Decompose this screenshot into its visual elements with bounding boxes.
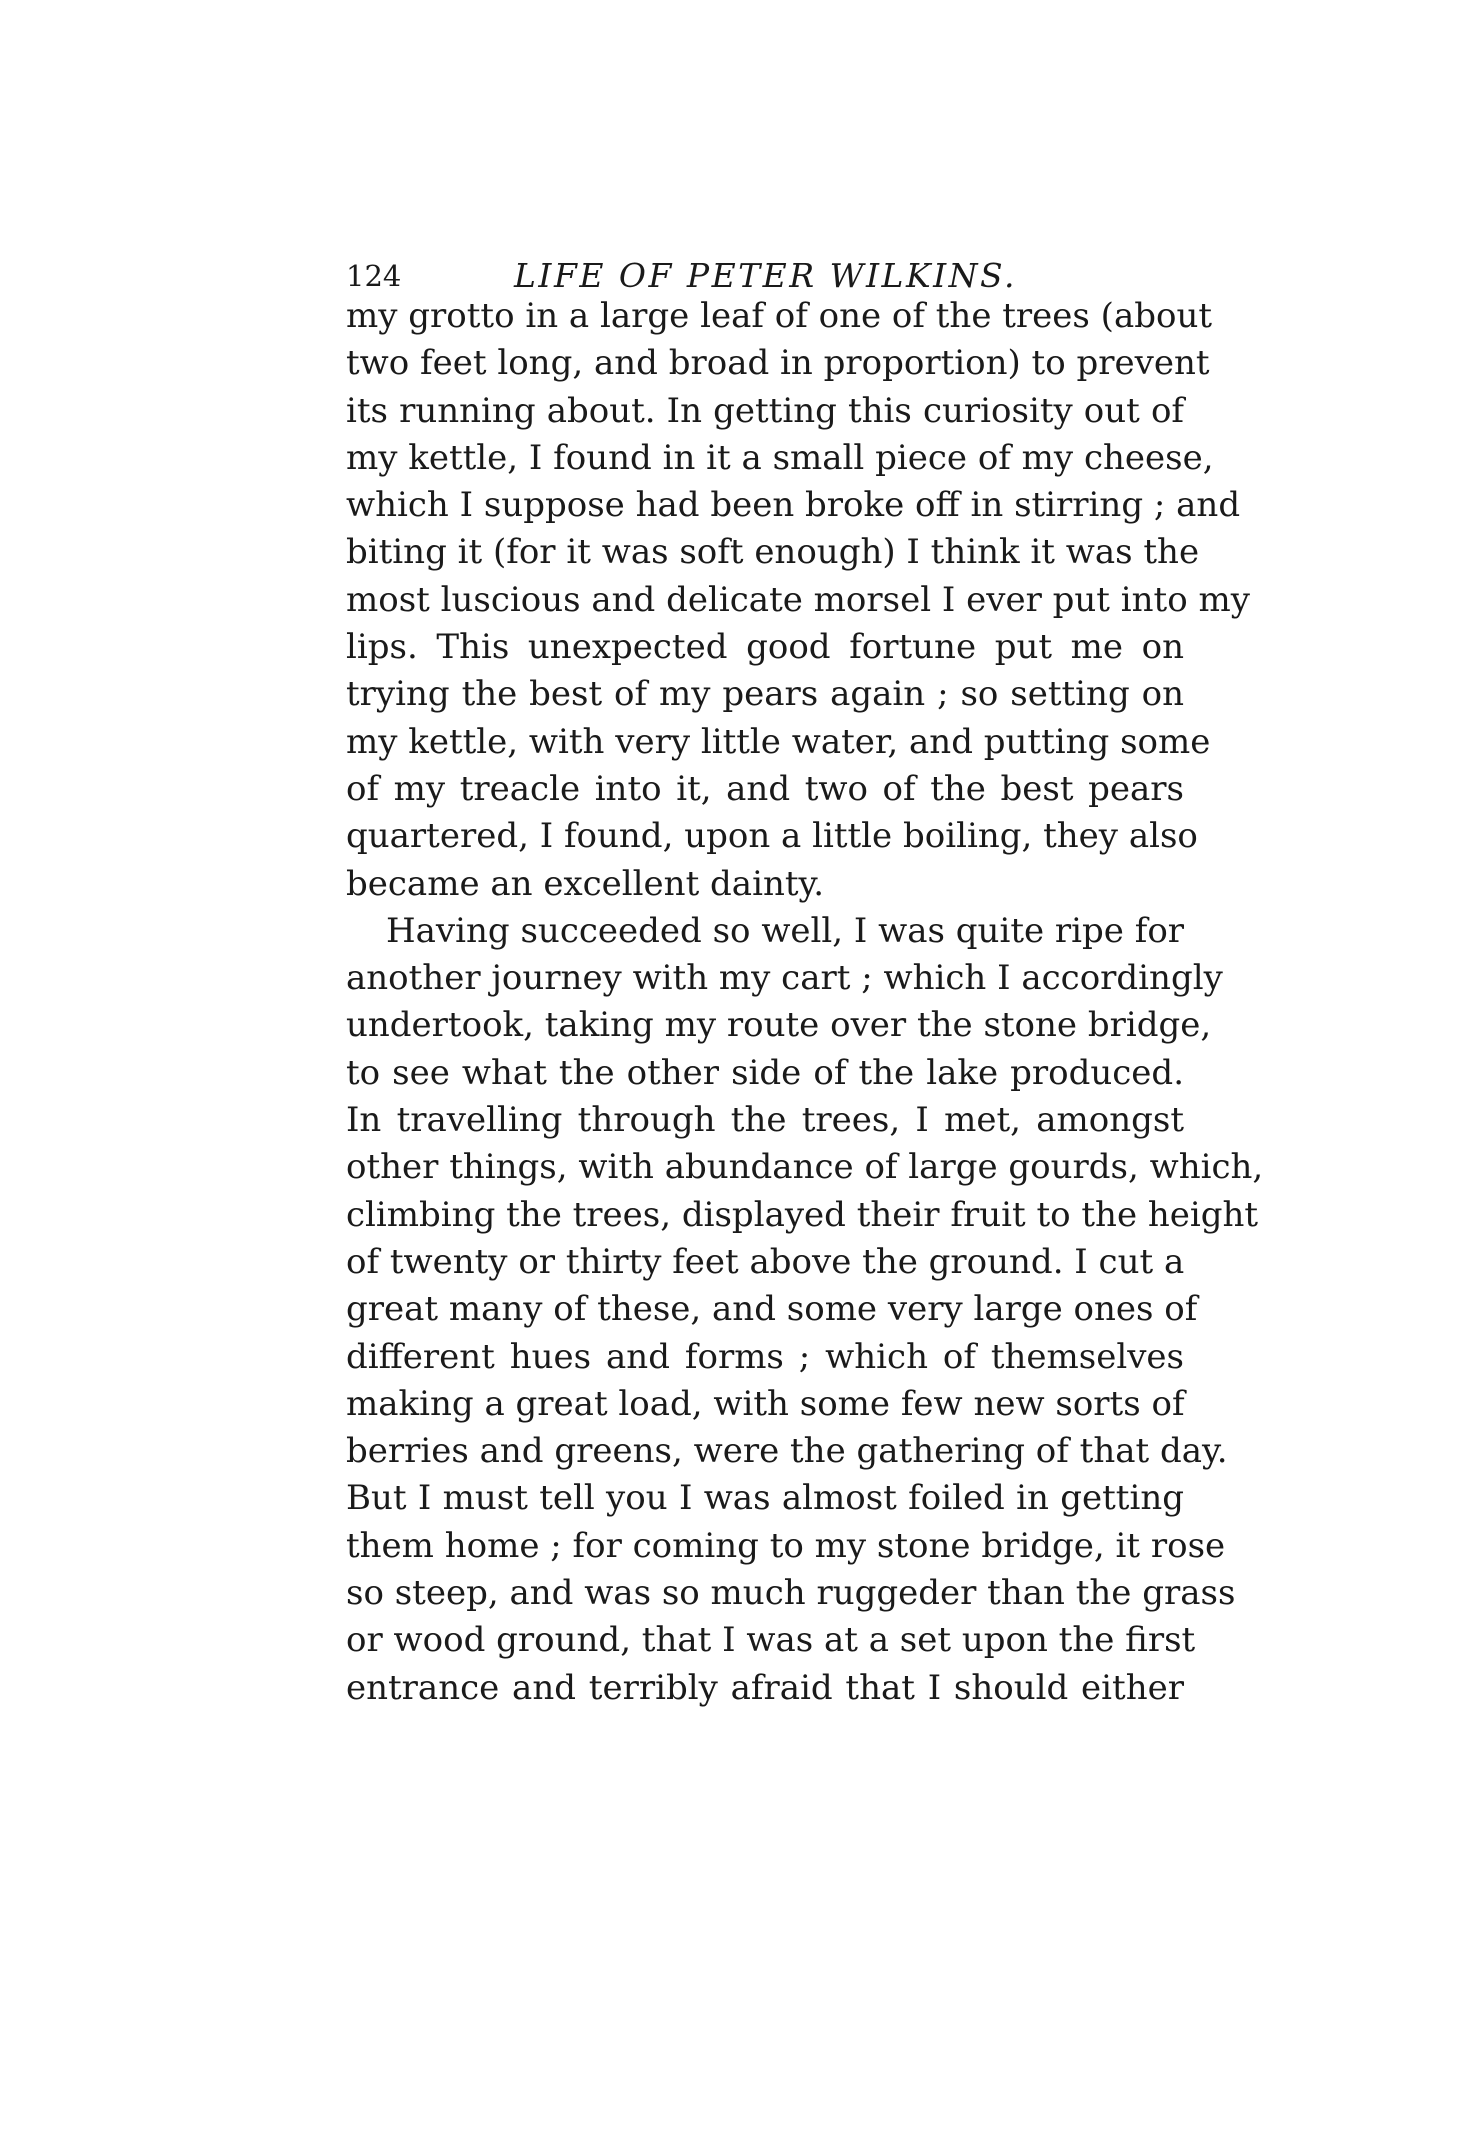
text-line: of twenty or thirty feet above the ground. I cut a: [346, 1241, 1185, 1282]
text-line: my grotto in a large leaf of one of the trees (about: [346, 296, 1213, 336]
text-line: great many of these, and some very large ones of: [346, 1289, 1198, 1330]
running-title: LIFE OF PETER WILKINS.: [514, 256, 1017, 295]
text-line: Having succeeded so well, I was quite ripe for: [386, 910, 1185, 951]
text-line: them home ; for coming to my stone bridge, it rose: [346, 1525, 1226, 1566]
text-line: berries and greens, were the gathering of that day.: [346, 1431, 1228, 1472]
text-line: my kettle, with very little water, and putting some: [346, 721, 1211, 762]
text-line: which I suppose had been broke off in stirring ; and: [346, 485, 1241, 526]
text-line: entrance and terribly afraid that I should either: [346, 1667, 1184, 1708]
text-line: undertook, taking my route over the stone bridge,: [346, 1005, 1212, 1046]
paragraph-2: [346, 908, 1264, 1712]
text-line: biting it (for it was soft enough) I think it was the: [346, 532, 1200, 573]
text-line: another journey with my cart ; which I accordingly: [346, 958, 1223, 999]
text-line: became an excellent dainty.: [346, 863, 825, 904]
text-line: so steep, and was so much ruggeder than the grass: [346, 1573, 1236, 1614]
text-line: or wood ground, that I was at a set upon the first: [346, 1620, 1196, 1661]
body-text: [346, 293, 1264, 1712]
text-line: trying the best of my pears again ; so setting on: [346, 674, 1184, 715]
text-line: of my treacle into it, and two of the best pears: [346, 768, 1184, 809]
page-number: 124: [346, 259, 402, 293]
text-line: making a great load, with some few new sorts of: [346, 1383, 1185, 1424]
text-line: my kettle, I found in it a small piece of my cheese,: [346, 437, 1214, 478]
text-line: But I must tell you I was almost foiled in getting: [346, 1478, 1184, 1519]
text-line: most luscious and delicate morsel I ever put into my: [346, 579, 1250, 620]
text-line: to see what the other side of the lake produced.: [346, 1052, 1184, 1093]
text-line: lips. This unexpected good fortune put me on: [346, 627, 1184, 668]
running-head: [346, 254, 1196, 298]
text-line: two feet long, and broad in proportion) to prevent: [346, 343, 1210, 384]
text-line: climbing the trees, displayed their fruit to the height: [346, 1194, 1259, 1235]
text-line: its running about. In getting this curiosity out of: [346, 390, 1184, 431]
text-line: quartered, I found, upon a little boiling, they also: [346, 816, 1198, 857]
text-line: In travelling through the trees, I met, amongst: [346, 1100, 1184, 1141]
paragraph-1: [346, 293, 1250, 908]
text-line: different hues and forms ; which of themselves: [346, 1336, 1184, 1377]
text-line: other things, with abundance of large gourds, which,: [346, 1147, 1264, 1188]
